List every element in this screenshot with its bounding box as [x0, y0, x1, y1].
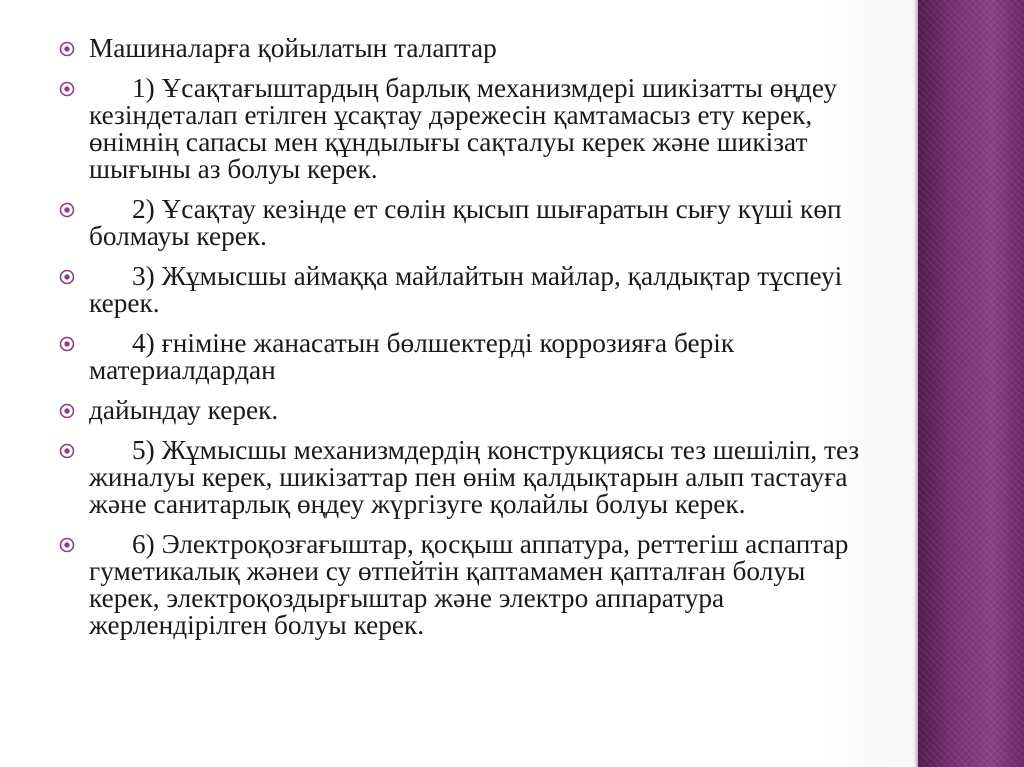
circled-dot-icon [58, 536, 76, 554]
circled-dot-icon [58, 80, 76, 98]
list-item-text: дайындау керек. [89, 395, 279, 425]
list-item-text: 3) Жұмысшы аймаққа майлайтын майлар, қалдықтар тұспеуі керек. [89, 261, 843, 318]
list-item-text: 6) Электроқозғағыштар, қосқыш аппатура, реттегіш аспаптар гуметикалық жәнеи су өтпейтін қаптамамен қапталған болуы керек, электроқоздырғыштар және электро аппаратура жерлендірілген болуы керек. [89, 529, 849, 640]
circled-dot-icon [58, 402, 76, 420]
list-item [58, 437, 870, 518]
list-item [58, 196, 870, 250]
list-item [58, 263, 870, 317]
list-item-text: 2) Ұсақтау кезінде ет сөлін қысып шығаратын сығу күші көп болмауы керек. [89, 194, 842, 251]
list-item [58, 35, 870, 62]
circled-dot-icon [58, 201, 76, 219]
circled-dot-icon [58, 268, 76, 286]
circled-dot-icon [58, 442, 76, 460]
list-item-text: Машиналарға қойылатын талаптар [89, 33, 497, 63]
circled-dot-icon [58, 40, 76, 58]
list-item [58, 330, 870, 384]
list-item-text: 1) Ұсақтағыштардың барлық механизмдері шикізатты өңдеу кезіндеталап етілген ұсақтау дәрежесін қамтамасыз ету керек, өнімнің сапасы мен құндылығы сақталуы керек және шикізат шығыны аз болуы керек. [89, 73, 838, 184]
bullet-list [58, 35, 870, 652]
list-item [58, 397, 870, 424]
decorative-side-band [918, 0, 1024, 767]
list-item [58, 531, 870, 639]
circled-dot-icon [58, 335, 76, 353]
list-item [58, 75, 870, 183]
list-item-text: 4) ғніміне жанасатын бөлшектерді коррозияға берік материалдардан [89, 328, 735, 385]
list-item-text: 5) Жұмысшы механизмдердің конструкциясы тез шешіліп, тез жиналуы керек, шикізаттар пен өнім қалдықтарын алып тастауға және санитарлық өңдеу жүргізуге қолайлы болуы керек. [89, 435, 860, 519]
